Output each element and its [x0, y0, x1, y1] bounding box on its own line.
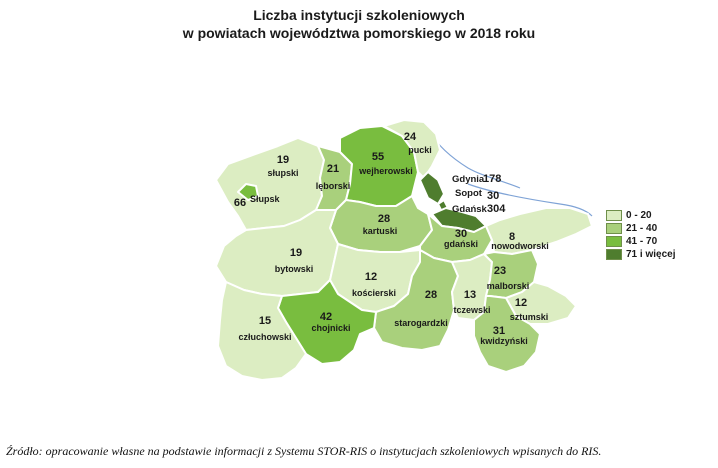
value-tczewski: 13: [463, 289, 477, 301]
value-gdynia: 178: [483, 173, 502, 185]
name-kwidzynski: kwidzyński: [480, 336, 528, 346]
name-koscierski: kościerski: [351, 288, 397, 298]
value-slupski: 19: [276, 154, 290, 166]
map-title-line1: Liczba instytucji szkoleniowych: [253, 7, 465, 23]
legend-swatch: [606, 210, 622, 221]
legend-label: 0 - 20: [626, 209, 652, 221]
source-note: Źródło: opracowanie własne na podstawie informacji z Systemu STOR-RIS o instytucjach szkoleniowych wpisanych do RIS.: [6, 444, 602, 458]
name-gdansk: Gdańsk: [452, 204, 487, 215]
name-nowodworski: nowodworski: [491, 241, 549, 251]
name-kartuski: kartuski: [362, 226, 398, 236]
legend-item: [606, 222, 675, 234]
value-nowodworski: 8: [508, 231, 516, 243]
region-gdynia: [420, 172, 444, 204]
value-sopot: 30: [487, 190, 500, 202]
value-malborski: 23: [493, 265, 507, 277]
name-slupsk: Słupsk: [250, 194, 280, 204]
value-czluchowski: 15: [258, 315, 272, 327]
legend-label: 21 - 40: [626, 222, 658, 234]
legend-swatch: [606, 249, 622, 260]
legend-swatch: [606, 236, 622, 247]
value-koscierski: 12: [364, 271, 378, 283]
value-starogardzki: 28: [424, 289, 438, 301]
name-bytowski: bytowski: [274, 264, 314, 274]
value-kwidzynski: 31: [492, 325, 506, 337]
name-czluchowski: człuchowski: [238, 332, 292, 342]
value-gdansk: 304: [487, 203, 506, 215]
value-wejherowski: 55: [371, 151, 385, 163]
name-gdynia: Gdynia: [452, 174, 485, 185]
value-slupsk: 66: [233, 197, 247, 209]
map-title-line2: w powiatach województwa pomorskiego w 2018 roku: [182, 25, 536, 41]
name-starogardzki: starogardzki: [394, 318, 448, 328]
name-sztumski: sztumski: [509, 312, 549, 322]
name-sopot: Sopot: [455, 188, 482, 199]
name-gdanski: gdański: [443, 239, 479, 249]
name-tczewski: tczewski: [453, 305, 491, 315]
legend-item: [606, 209, 675, 221]
value-leborski: 21: [326, 163, 340, 175]
name-malborski: malborski: [486, 281, 530, 291]
legend-label: 41 - 70: [626, 235, 658, 247]
map-legend: [606, 209, 675, 261]
name-pucki: pucki: [408, 145, 432, 155]
name-leborski: lęborski: [315, 181, 351, 191]
legend-item: [606, 235, 675, 247]
value-kartuski: 28: [377, 213, 391, 225]
value-pucki: 24: [403, 131, 417, 143]
name-slupski: słupski: [267, 168, 299, 178]
value-bytowski: 19: [289, 247, 303, 259]
legend-swatch: [606, 223, 622, 234]
name-wejherowski: wejherowski: [359, 166, 413, 176]
value-chojnicki: 42: [319, 311, 333, 323]
name-chojnicki: chojnicki: [311, 323, 351, 333]
value-sztumski: 12: [514, 297, 528, 309]
legend-label: 71 i więcej: [626, 248, 676, 260]
legend-item: [606, 248, 675, 260]
value-gdanski: 30: [454, 228, 468, 240]
